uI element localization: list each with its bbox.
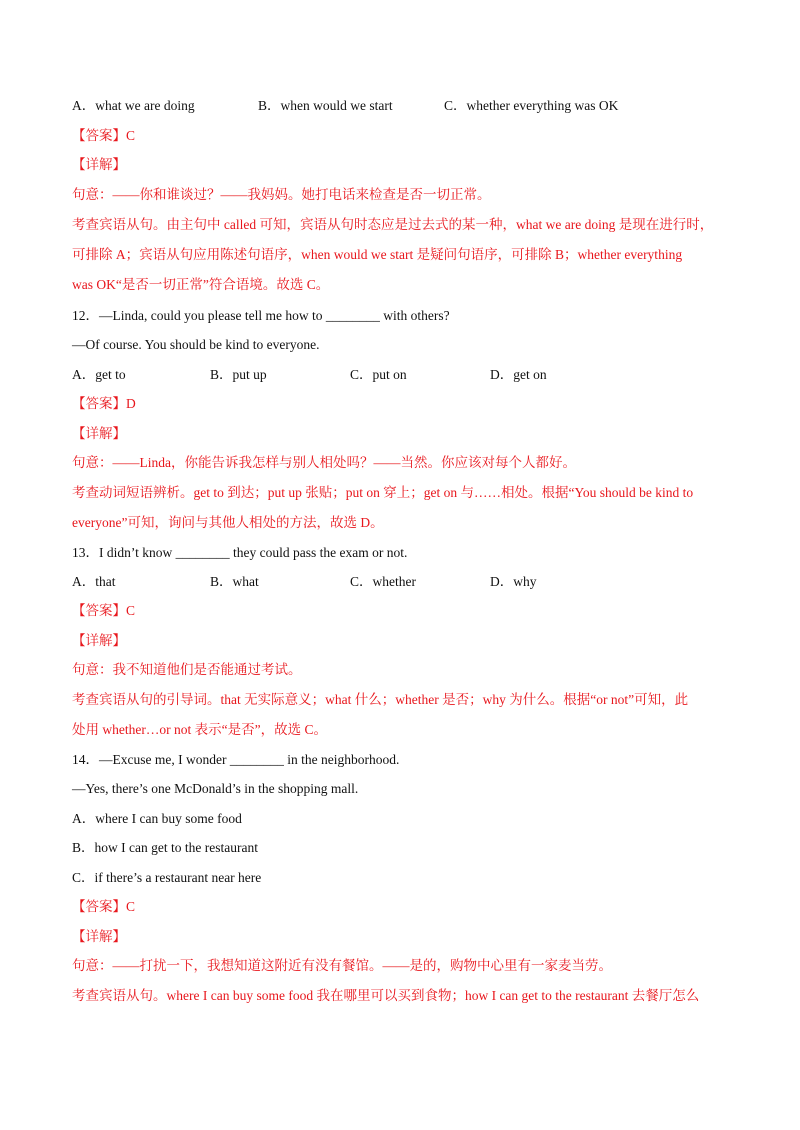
- q11-option-b: B．when would we start: [258, 98, 393, 113]
- q12-answer: 【答案】D: [72, 396, 136, 411]
- q14-meaning: 句意：——打扰一下，我想知道这附近有没有餐馆。——是的，购物中心里有一家麦当劳。: [72, 958, 612, 973]
- q12-explanation-line: everyone”可知，询问与其他人相处的方法，故选 D。: [72, 515, 384, 530]
- q13-option-a: A．that: [72, 574, 116, 589]
- q14-explanation-line: 考查宾语从句。where I can buy some food 我在哪里可以买到食物；how I can get to the restaurant 去餐厅怎么: [72, 988, 700, 1003]
- q14-stem: 14．—Excuse me, I wonder ________ in the neighborhood.: [72, 752, 400, 767]
- q13-stem: 13．I didn’t know ________ they could pass the exam or not.: [72, 545, 408, 560]
- q12-option-d: D．get on: [490, 367, 547, 382]
- q13-option-d: D．why: [490, 574, 537, 589]
- q13-answer: 【答案】C: [72, 603, 136, 618]
- q12-detail-label: 【详解】: [72, 426, 126, 441]
- q12-option-b: B．put up: [210, 367, 267, 382]
- q11-answer: 【答案】C: [72, 128, 136, 143]
- q13-explanation-line: 处用 whether…or not 表示“是否”，故选 C。: [72, 722, 327, 737]
- q11-explanation-line: was OK“是否一切正常”符合语境。故选 C。: [72, 277, 330, 292]
- q11-explanation-line: 考查宾语从句。由主句中 called 可知，宾语从句时态应是过去式的某一种，what we are doing 是现在进行时，: [72, 217, 714, 232]
- q13-option-c: C．whether: [350, 574, 416, 589]
- q13-option-b: B．what: [210, 574, 259, 589]
- q14-option-a: A．where I can buy some food: [72, 811, 242, 826]
- q12-option-c: C．put on: [350, 367, 407, 382]
- q14-reply: —Yes, there’s one McDonald’s in the shopping mall.: [72, 781, 359, 796]
- q14-detail-label: 【详解】: [72, 929, 126, 944]
- q12-explanation-line: 考查动词短语辨析。get to 到达；put up 张贴；put on 穿上；get on 与……相处。根据“You should be kind to: [72, 485, 694, 500]
- q14-option-c: C．if there’s a restaurant near here: [72, 870, 262, 885]
- q13-detail-label: 【详解】: [72, 633, 126, 648]
- q11-explanation-line: 可排除 A；宾语从句应用陈述句语序，when would we start 是疑问句语序，可排除 B；whether everything: [72, 247, 683, 262]
- q11-option-c: C．whether everything was OK: [444, 98, 619, 113]
- q11-detail-label: 【详解】: [72, 157, 126, 172]
- q12-stem: 12．—Linda, could you please tell me how to ________ with others?: [72, 308, 450, 323]
- q13-meaning: 句意：我不知道他们是否能通过考试。: [72, 662, 302, 677]
- q12-option-a: A．get to: [72, 367, 126, 382]
- q12-reply: —Of course. You should be kind to everyone.: [72, 337, 320, 352]
- q14-answer: 【答案】C: [72, 899, 136, 914]
- q12-meaning: 句意：——Linda，你能告诉我怎样与别人相处吗？——当然。你应该对每个人都好。: [72, 455, 576, 470]
- q13-explanation-line: 考查宾语从句的引导词。that 无实际意义；what 什么；whether 是否；why 为什么。根据“or not”可知，此: [72, 692, 689, 707]
- q11-option-a: A．what we are doing: [72, 98, 195, 113]
- q11-meaning: 句意：——你和谁谈过？——我妈妈。她打电话来检查是否一切正常。: [72, 187, 491, 202]
- q14-option-b: B．how I can get to the restaurant: [72, 840, 258, 855]
